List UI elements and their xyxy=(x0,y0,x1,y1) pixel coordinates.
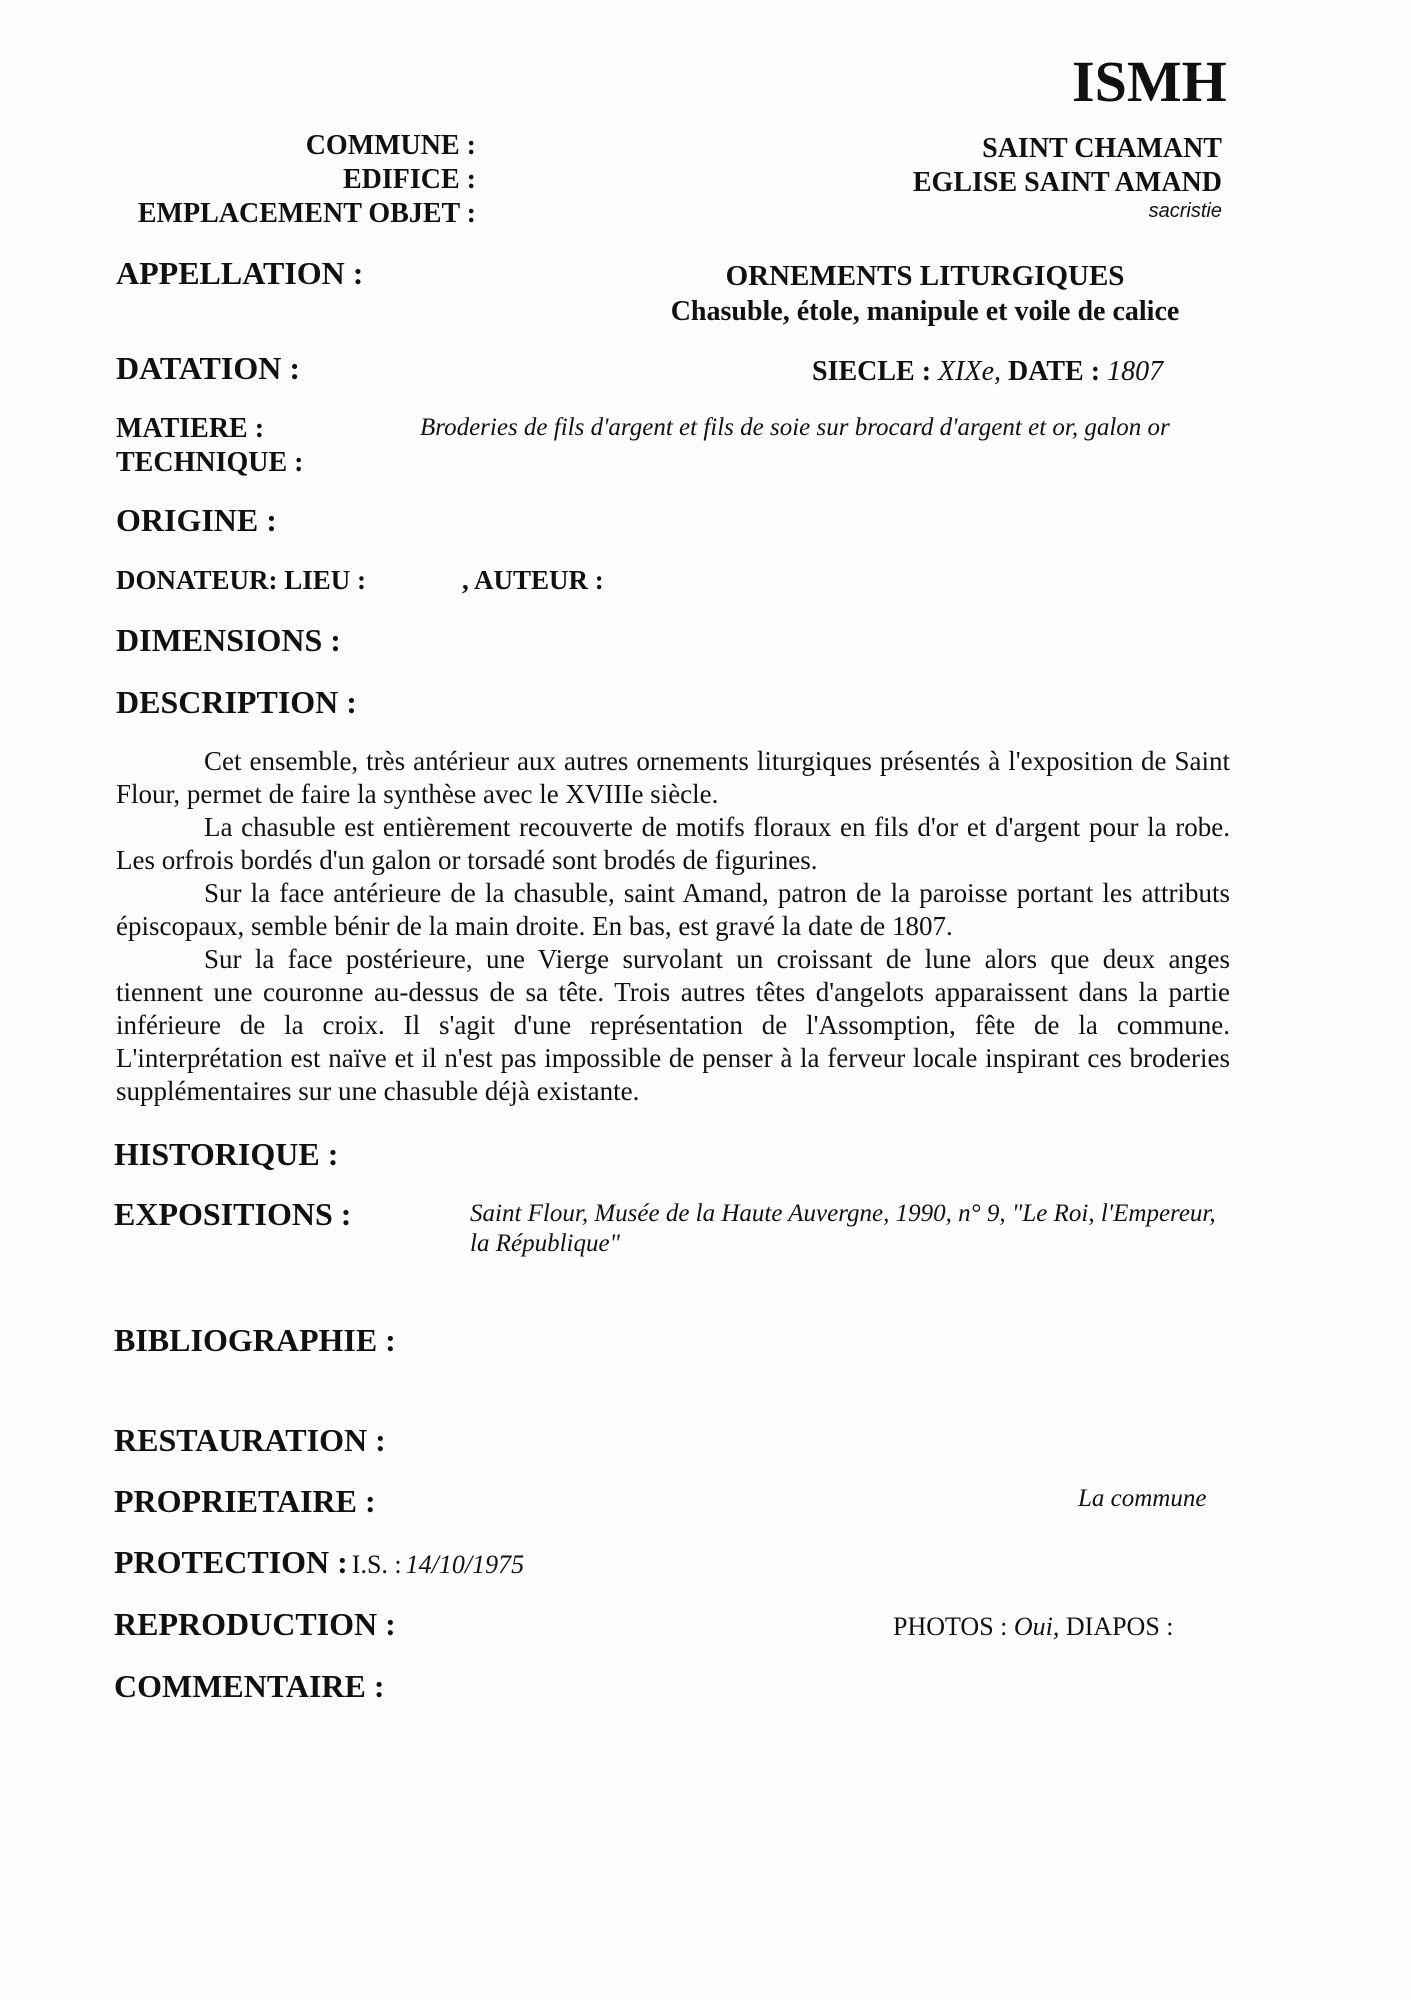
description-paragraph: Sur la face postérieure, une Vierge survolant un croissant de lune alors que deux anges tiennent une couronne au-dessus de sa tête. Trois autres têtes d'angelots apparaissent dans la partie inférieure de la croix. Il s'agit d'une représentation de l'Assomption, fête de la commune. L'interprétation est naïve et il n'est pas impossible de penser à la ferveur locale inspirant ces broderies supplémentaires sur une chasuble déjà existante. xyxy=(116,944,1230,1106)
siecle-value: XIXe, xyxy=(938,356,1002,387)
reproduction-values xyxy=(893,1612,1174,1642)
matiere-value: Broderies de fils d'argent et fils de soie sur brocard d'argent et or, galon or xyxy=(420,414,1170,441)
proprietaire-value: La commune xyxy=(1078,1485,1207,1512)
appellation-line1: ORNEMENTS LITURGIQUES xyxy=(725,260,1125,292)
technique-label: TECHNIQUE : xyxy=(116,447,304,478)
datation-values xyxy=(812,356,1163,388)
appellation-line2: Chasuble, étole, manipule et voile de calice xyxy=(670,296,1180,327)
edifice-label: EDIFICE : xyxy=(342,164,476,195)
datation-label: DATATION : xyxy=(116,350,300,386)
document-code: ISMH xyxy=(1072,49,1227,114)
date-value: 1807 xyxy=(1107,356,1164,387)
emplacement-value: sacristie xyxy=(1148,200,1222,222)
appellation-label: APPELLATION : xyxy=(116,255,364,291)
reproduction-label: REPRODUCTION : xyxy=(114,1606,396,1642)
matiere-label: MATIERE : xyxy=(116,413,265,444)
diapos-label: DIAPOS : xyxy=(1065,1612,1174,1641)
description-paragraph: Sur la face antérieure de la chasuble, saint Amand, patron de la paroisse portant les attributs épiscopaux, semble bénir de la main droite. En bas, est gravé la date de 1807. xyxy=(116,878,1230,941)
restauration-label: RESTAURATION : xyxy=(114,1422,386,1458)
description-text xyxy=(116,745,1230,1108)
donateur-label: DONATEUR xyxy=(116,565,269,595)
emplacement-label: EMPLACEMENT OBJET : xyxy=(137,198,476,229)
date-label: DATE : xyxy=(1008,356,1101,387)
description-paragraph: Cet ensemble, très antérieur aux autres ornements liturgiques présentés à l'exposition de Saint Flour, permet de faire la synthèse avec le XVIIIe siècle. xyxy=(116,746,1230,809)
donateur-row xyxy=(116,565,366,596)
commentaire-label: COMMENTAIRE : xyxy=(114,1668,385,1704)
siecle-label: SIECLE : xyxy=(812,356,932,387)
expositions-line2: la République" xyxy=(470,1230,621,1257)
photos-value: Oui, xyxy=(1013,1612,1060,1641)
expositions-label: EXPOSITIONS : xyxy=(114,1196,352,1232)
origine-label: ORIGINE : xyxy=(116,502,277,538)
protection-label: PROTECTION : xyxy=(114,1544,348,1580)
commune-label: COMMUNE : xyxy=(305,130,476,161)
description-label: DESCRIPTION : xyxy=(116,684,357,720)
historique-label: HISTORIQUE : xyxy=(114,1136,339,1172)
bibliographie-label: BIBLIOGRAPHIE : xyxy=(114,1322,396,1358)
auteur-label: , AUTEUR : xyxy=(462,565,604,595)
commune-value: SAINT CHAMANT xyxy=(982,133,1222,164)
photos-label: PHOTOS : xyxy=(893,1612,1008,1641)
expositions-line1: Saint Flour, Musée de la Haute Auvergne, 1990, n° 9, "Le Roi, l'Empereur, xyxy=(470,1200,1216,1227)
protection-date: 14/10/1975 xyxy=(405,1550,525,1579)
dimensions-label: DIMENSIONS : xyxy=(116,622,341,658)
proprietaire-label: PROPRIETAIRE : xyxy=(114,1483,376,1519)
protection-row xyxy=(114,1544,524,1581)
lieu-label: : LIEU : xyxy=(268,565,367,595)
protection-type: I.S. : xyxy=(351,1550,402,1579)
description-paragraph: La chasuble est entièrement recouverte de motifs floraux en fils d'or et d'argent pour la robe. Les orfrois bordés d'un galon or torsadé sont brodés de figurines. xyxy=(116,812,1230,875)
edifice-value: EGLISE SAINT AMAND xyxy=(912,167,1222,198)
